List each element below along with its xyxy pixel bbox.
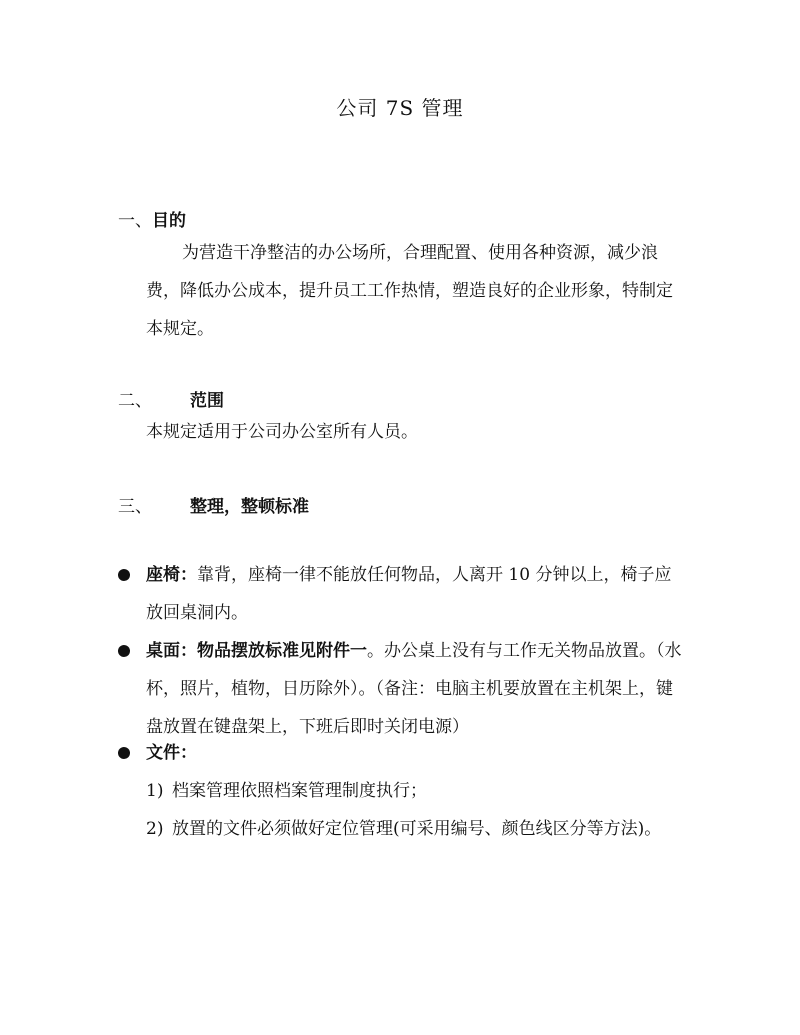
- section-number: 二、: [118, 391, 152, 411]
- bullet-text: [146, 556, 688, 632]
- section-number: 一、: [118, 211, 152, 231]
- bullet-text: [146, 632, 688, 746]
- purpose-paragraph: 为营造干净整洁的办公场所，合理配置、使用各种资源，减少浪费，降低办公成本，提升员工工作热情，塑造良好的企业形象，特制定本规定。: [146, 243, 673, 339]
- bullet-dot-icon: [118, 645, 130, 657]
- file-rule-item: [146, 772, 666, 810]
- section-title: 整理，整顿标准: [190, 497, 309, 517]
- file-rule-item: [146, 810, 666, 848]
- bullet-item-desk: [118, 632, 688, 746]
- file-rule-number: 1): [146, 781, 164, 801]
- bullet-label: 座椅：: [146, 565, 197, 585]
- bullet-text: [146, 734, 688, 772]
- document-title: 公司 7S 管理: [336, 96, 464, 120]
- section-number: 三、: [118, 497, 152, 517]
- bullet-dot-icon: [118, 569, 130, 581]
- scope-paragraph: 本规定适用于公司办公室所有人员。: [146, 422, 418, 442]
- bullet-body: 靠背，座椅一律不能放任何物品，人离开 10 分钟以上，椅子应放回桌洞内。: [146, 565, 672, 623]
- section-heading-standards: [118, 492, 309, 517]
- section-title: 目的: [152, 211, 186, 231]
- file-rule-text: 放置的文件必须做好定位管理(可采用编号、颜色线区分等方法)。: [172, 819, 662, 839]
- file-rule-text: 档案管理依照档案管理制度执行；: [172, 781, 427, 801]
- bullet-dot-icon: [118, 747, 130, 759]
- bullet-item-files: [118, 734, 688, 772]
- bullet-body: 。办公桌上没有与工作无关物品放置。（水杯，照片，植物，日历除外）。（备注：电脑主机要放置在主机架上，键盘放置在键盘架上，下班后即时关闭电源）: [146, 641, 682, 737]
- section-heading-purpose: [118, 206, 186, 231]
- section-heading-scope: [118, 386, 224, 411]
- bullet-label: 文件：: [146, 743, 197, 763]
- bullet-label: 桌面：物品摆放标准见附件一: [146, 641, 367, 661]
- bullet-item-chair: [118, 556, 688, 632]
- file-rule-number: 2): [146, 819, 164, 839]
- section-title: 范围: [190, 391, 224, 411]
